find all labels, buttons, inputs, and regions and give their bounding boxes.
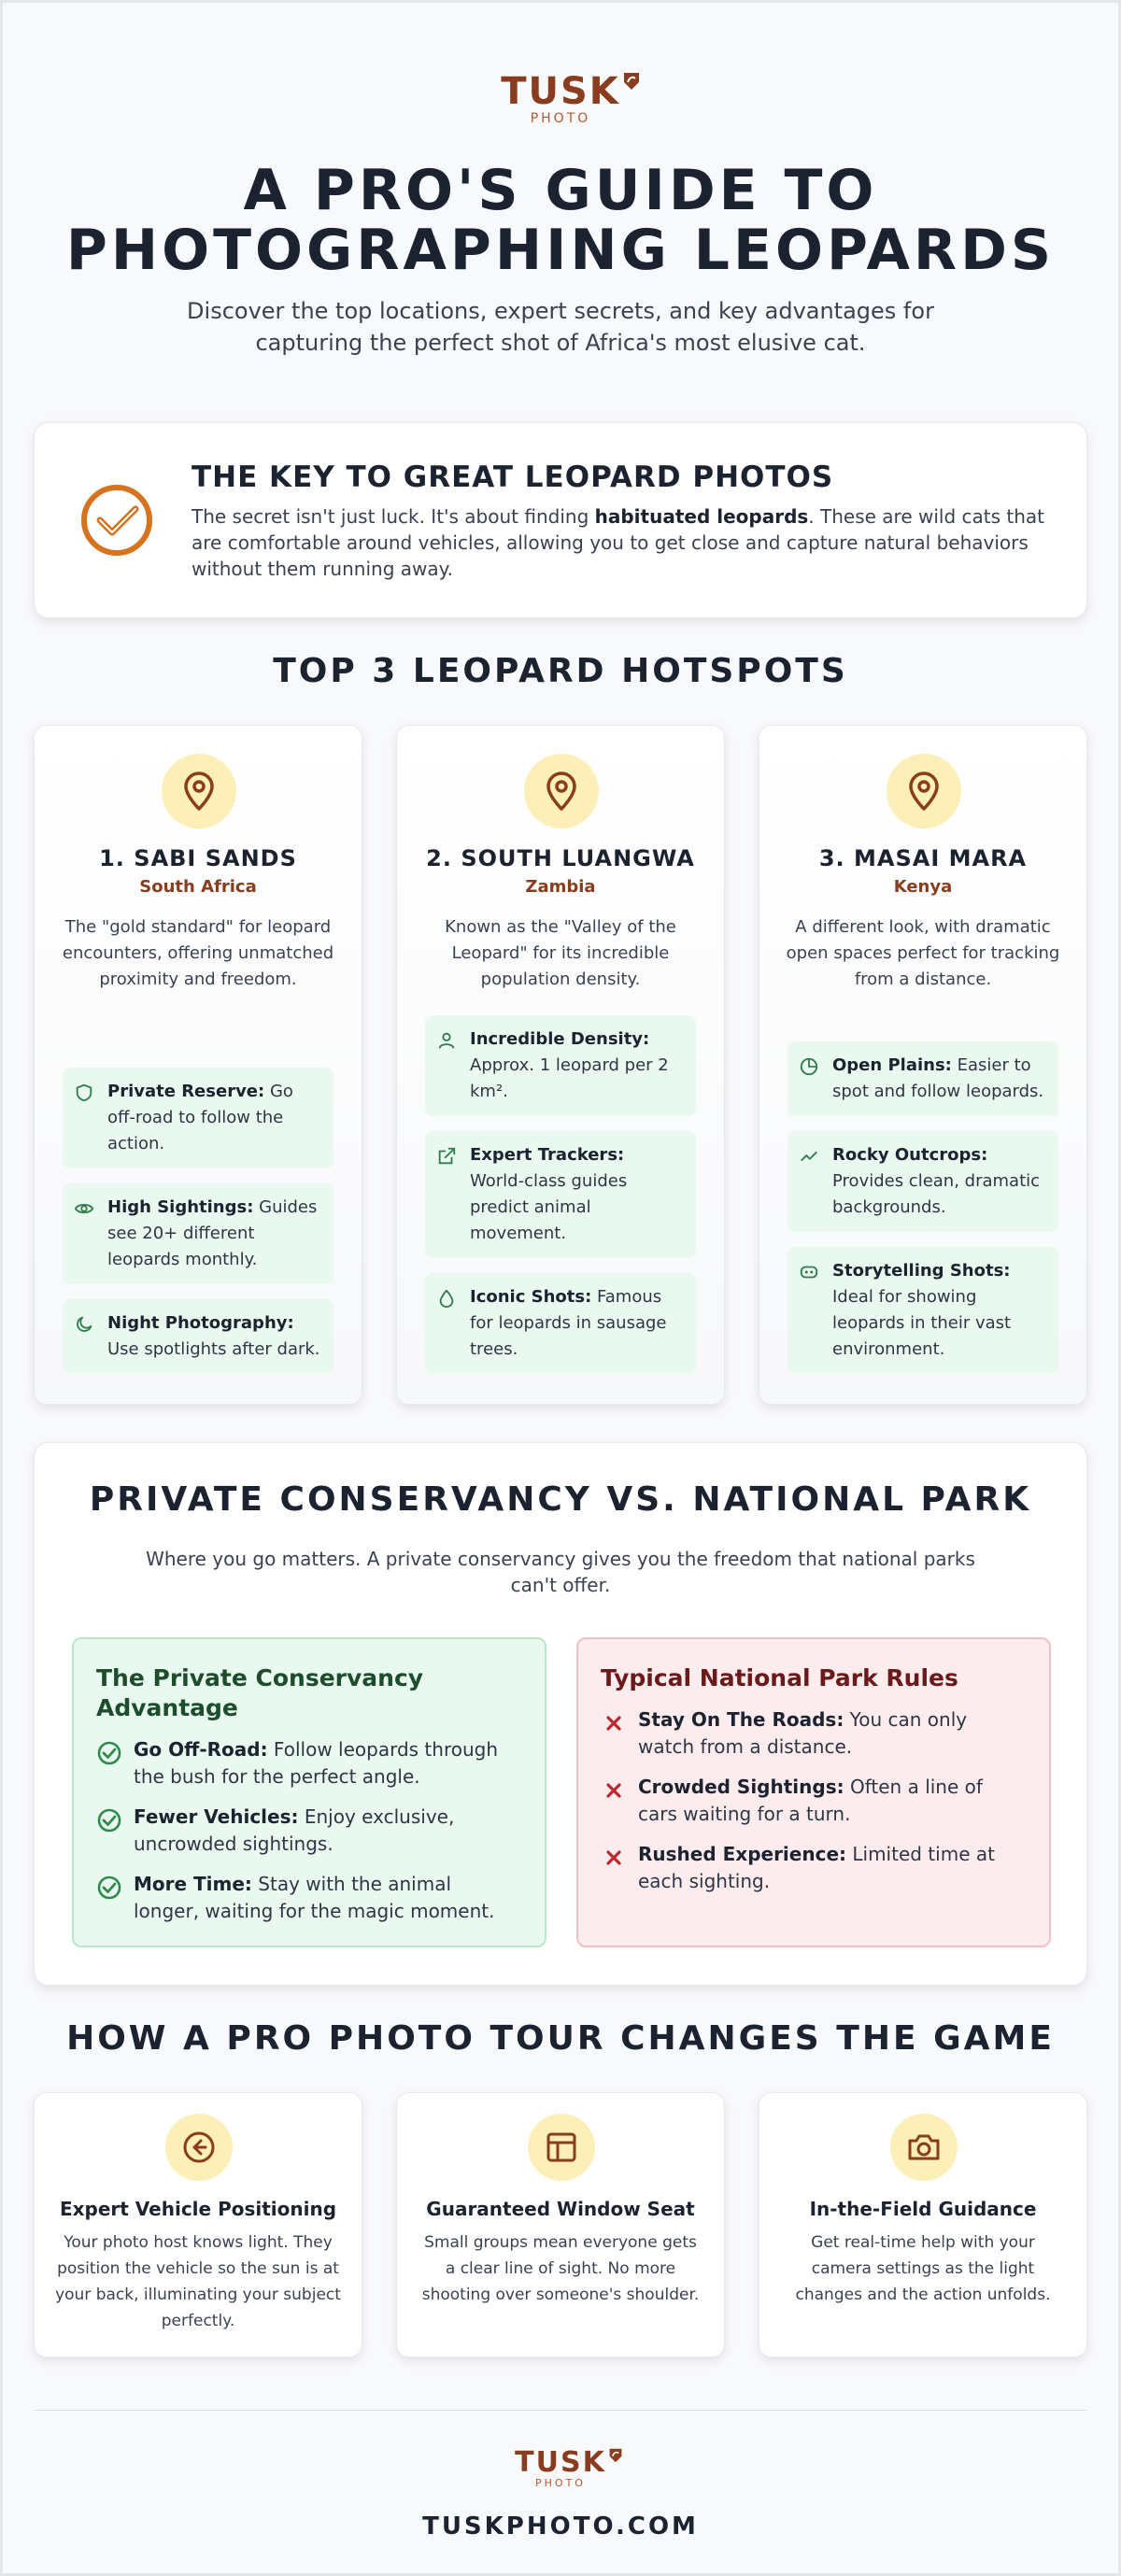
conservancy-advantage-panel bbox=[72, 1637, 546, 1947]
feature-storytelling-shots bbox=[788, 1247, 1058, 1374]
key-text-highlight: habituated leopards bbox=[594, 505, 809, 528]
icon-badge bbox=[890, 2114, 958, 2181]
feature-text: Famous for leopards in sausage trees. bbox=[470, 1287, 667, 1359]
hotspot-description: A different look, with dramatic open spaces perfect for tracking from a distance. bbox=[786, 917, 1060, 989]
feature-text: Use spotlights after dark. bbox=[107, 1339, 320, 1359]
eye-icon bbox=[74, 1198, 94, 1219]
logo-tusk-icon bbox=[608, 2447, 623, 2464]
icon-badge bbox=[165, 2114, 233, 2181]
page-title-line-2: PHOTOGRAPHING LEOPARDS bbox=[65, 218, 1056, 283]
x-icon bbox=[601, 1710, 627, 1736]
map-pin-icon bbox=[905, 771, 943, 812]
hotspot-country: Zambia bbox=[525, 877, 596, 897]
page-subtitle: Discover the top locations, expert secrets, and key advantages for capturing the perfect shot of Africa's most elusive cat. bbox=[187, 298, 934, 356]
feature-label: Private Reserve: bbox=[107, 1082, 265, 1101]
tour-title: Guaranteed Window Seat bbox=[426, 2198, 695, 2220]
mask-icon bbox=[799, 1262, 819, 1282]
advantage-item bbox=[96, 1804, 522, 1858]
tour-heading: HOW A PRO PHOTO TOUR CHANGES THE GAME bbox=[66, 2019, 1055, 2058]
icon-badge bbox=[528, 2114, 595, 2181]
item-label: Rushed Experience: bbox=[638, 1843, 847, 1865]
tour-title: In-the-Field Guidance bbox=[809, 2198, 1037, 2220]
hotspot-name: 1. SABI SANDS bbox=[99, 845, 297, 871]
feature-label: Expert Trackers: bbox=[470, 1145, 625, 1165]
logo-tusk-icon bbox=[622, 71, 641, 92]
feature-text: Approx. 1 leopard per 2 km². bbox=[470, 1055, 669, 1101]
pin-badge bbox=[524, 754, 599, 828]
key-text-part: The secret isn't just luck. It's about finding bbox=[192, 505, 595, 528]
feature-label: Storytelling Shots: bbox=[832, 1261, 1011, 1281]
item-text: Often a line of cars waiting for a turn. bbox=[638, 1776, 983, 1825]
panel-title: The Private Conservancy Advantage bbox=[96, 1664, 424, 1721]
hotspot-description: The "gold standard" for leopard encounters, offering unmatched proximity and freedom. bbox=[62, 917, 334, 989]
page-title-line-1: A PRO'S GUIDE TO bbox=[243, 158, 878, 223]
rule-item bbox=[601, 1706, 1027, 1761]
key-text bbox=[192, 503, 1051, 582]
logo-subtext: PHOTO bbox=[535, 2477, 586, 2489]
shield-icon bbox=[74, 1083, 94, 1103]
check-circle-icon bbox=[96, 1807, 122, 1833]
feature-high-sightings bbox=[63, 1183, 333, 1284]
tour-description: Your photo host knows light. They position the vehicle so the sun is at your back, illuminating your subject perfectly. bbox=[55, 2233, 341, 2330]
item-label: More Time: bbox=[134, 1873, 252, 1895]
feature-text: Easier to spot and follow leopards. bbox=[832, 1055, 1044, 1101]
layout-icon bbox=[544, 2130, 579, 2165]
user-icon bbox=[436, 1030, 457, 1051]
droplet-icon bbox=[436, 1288, 457, 1309]
page-title bbox=[0, 158, 1121, 283]
hotspot-card-south-luangwa bbox=[396, 725, 725, 1405]
footer-logo[interactable] bbox=[0, 2446, 1121, 2489]
key-title: THE KEY TO GREAT LEOPARD PHOTOS bbox=[192, 460, 834, 494]
hotspot-description: Known as the "Valley of the Leopard" for its incredible population density. bbox=[445, 917, 676, 989]
tour-card-field-guidance bbox=[759, 2092, 1087, 2357]
pie-chart-icon bbox=[799, 1056, 819, 1077]
hotspots-heading: TOP 3 LEOPARD HOTSPOTS bbox=[273, 652, 848, 690]
x-icon bbox=[601, 1777, 627, 1804]
advantage-item bbox=[96, 1871, 522, 1925]
feature-expert-trackers bbox=[425, 1131, 696, 1258]
footer-divider bbox=[34, 2410, 1087, 2411]
feature-text: World-class guides predict animal movement. bbox=[470, 1171, 628, 1243]
feature-text: Guides see 20+ different leopards monthly. bbox=[107, 1197, 318, 1269]
tour-title: Expert Vehicle Positioning bbox=[59, 2198, 337, 2220]
rule-item bbox=[601, 1841, 1027, 1895]
feature-incredible-density bbox=[425, 1015, 696, 1116]
feature-text: Ideal for showing leopards in their vast environment. bbox=[832, 1287, 1012, 1359]
rule-item bbox=[601, 1774, 1027, 1828]
item-label: Stay On The Roads: bbox=[638, 1708, 844, 1731]
feature-rocky-outcrops bbox=[788, 1131, 1058, 1232]
feature-private-reserve bbox=[63, 1068, 333, 1168]
comparison-description: Where you go matters. A private conservancy gives you the freedom that national parks can't offer. bbox=[146, 1548, 975, 1596]
trend-line-icon bbox=[799, 1146, 819, 1167]
feature-label: Iconic Shots: bbox=[470, 1287, 592, 1307]
comparison-card bbox=[34, 1442, 1087, 1986]
comparison-title: PRIVATE CONSERVANCY VS. NATIONAL PARK bbox=[89, 1480, 1032, 1519]
x-icon bbox=[601, 1845, 627, 1871]
item-label: Go Off-Road: bbox=[134, 1738, 268, 1761]
item-text: Enjoy exclusive, uncrowded sightings. bbox=[134, 1805, 455, 1855]
item-text: Limited time at each sighting. bbox=[638, 1843, 995, 1892]
item-text: Stay with the animal longer, waiting for the magic moment. bbox=[134, 1873, 495, 1922]
check-circle-icon bbox=[96, 1740, 122, 1766]
key-text-part: . These are wild cats that are comfortable around vehicles, allowing you to get close and capture natural behaviors without them running away. bbox=[192, 505, 1045, 580]
brand-logo[interactable] bbox=[0, 70, 1121, 126]
hotspot-name: 3. MASAI MARA bbox=[818, 845, 1028, 871]
camera-icon bbox=[906, 2130, 942, 2165]
advantage-item bbox=[96, 1736, 522, 1790]
tour-card-vehicle-positioning bbox=[34, 2092, 362, 2357]
external-link-icon bbox=[436, 1146, 457, 1167]
feature-open-plains bbox=[788, 1041, 1058, 1116]
footer-website-link[interactable]: TUSKPHOTO.COM bbox=[422, 2512, 699, 2541]
feature-night-photography bbox=[63, 1299, 333, 1374]
item-label: Crowded Sightings: bbox=[638, 1776, 844, 1798]
pin-badge bbox=[887, 754, 961, 828]
feature-iconic-shots bbox=[425, 1273, 696, 1374]
tour-description: Small groups mean everyone gets a clear line of sight. No more shooting over someone's shoulder. bbox=[421, 2233, 700, 2304]
logo-subtext: PHOTO bbox=[530, 111, 591, 126]
item-text: You can only watch from a distance. bbox=[638, 1708, 968, 1758]
hotspot-card-sabi-sands bbox=[34, 725, 362, 1405]
hotspot-country: Kenya bbox=[893, 877, 953, 897]
national-park-rules-panel bbox=[576, 1637, 1051, 1947]
feature-label: High Sightings: bbox=[107, 1197, 254, 1217]
check-circle-icon bbox=[96, 1875, 122, 1901]
map-pin-icon bbox=[543, 771, 580, 812]
feature-label: Incredible Density: bbox=[470, 1029, 650, 1049]
tour-card-window-seat bbox=[396, 2092, 725, 2357]
pin-badge bbox=[162, 754, 236, 828]
item-label: Fewer Vehicles: bbox=[134, 1805, 299, 1828]
hotspot-card-masai-mara bbox=[759, 725, 1087, 1405]
arrow-left-circle-icon bbox=[181, 2130, 217, 2165]
map-pin-icon bbox=[180, 771, 218, 812]
item-text: Follow leopards through the bush for the perfect angle. bbox=[134, 1738, 499, 1788]
tour-description: Get real-time help with your camera settings as the light changes and the action unfolds. bbox=[795, 2233, 1051, 2304]
hotspot-country: South Africa bbox=[139, 877, 257, 897]
logo-wordmark: TUSK bbox=[501, 70, 620, 113]
logo-wordmark: TUSK bbox=[515, 2446, 606, 2479]
feature-label: Open Plains: bbox=[832, 1055, 952, 1075]
feature-label: Rocky Outcrops: bbox=[832, 1145, 988, 1165]
feature-text: Provides clean, dramatic backgrounds. bbox=[832, 1171, 1041, 1217]
moon-icon bbox=[74, 1314, 94, 1335]
feature-text: Go off-road to follow the action. bbox=[107, 1082, 293, 1154]
feature-label: Night Photography: bbox=[107, 1313, 294, 1333]
panel-title: Typical National Park Rules bbox=[601, 1664, 958, 1691]
key-card bbox=[34, 422, 1087, 618]
check-circle-icon bbox=[79, 483, 154, 558]
hotspot-name: 2. SOUTH LUANGWA bbox=[426, 845, 695, 871]
